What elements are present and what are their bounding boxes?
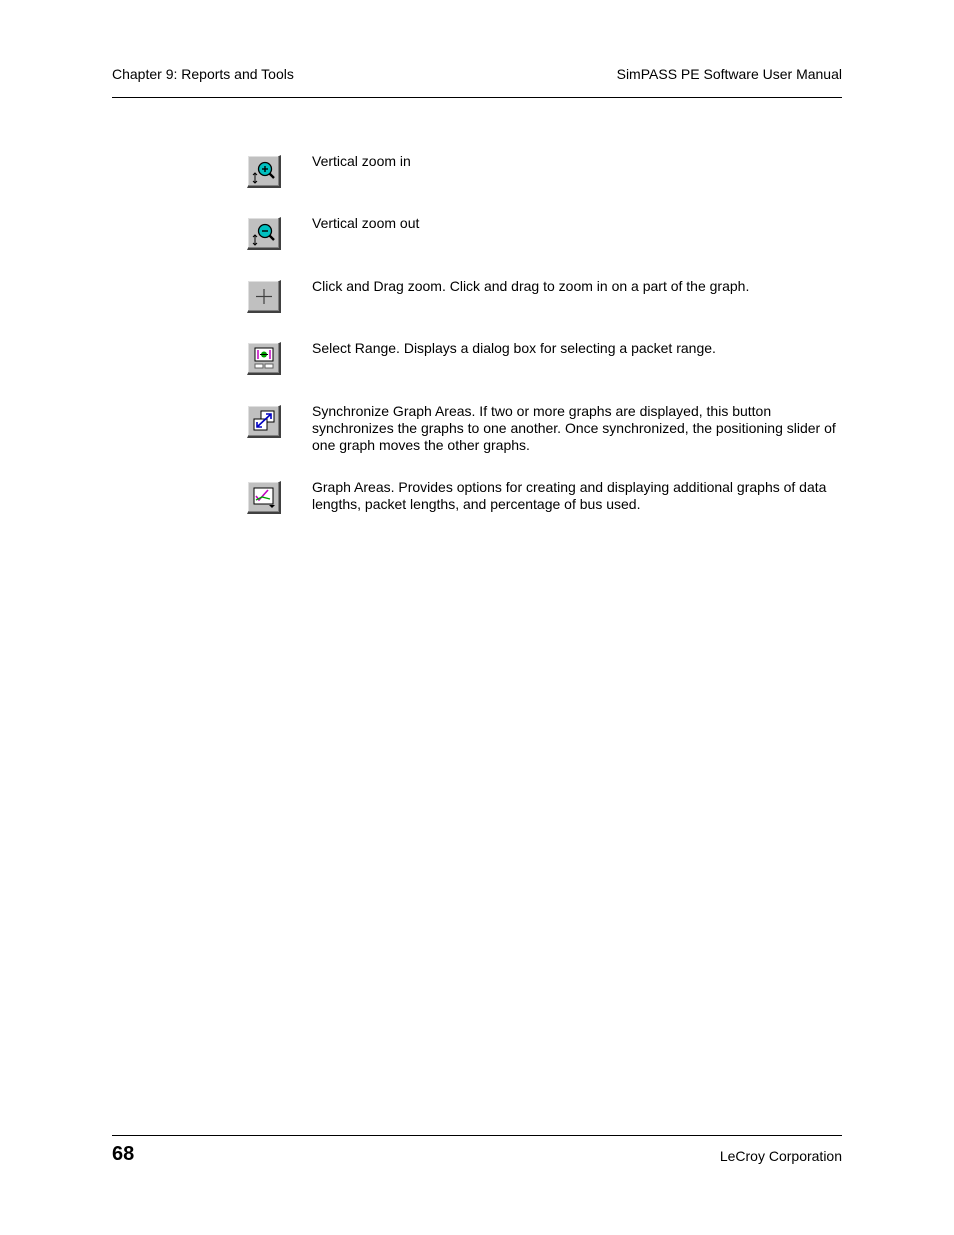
chapter-title: Chapter 9: Reports and Tools xyxy=(112,66,294,82)
select-range-icon xyxy=(247,342,281,375)
vertical-zoom-in-icon xyxy=(247,155,281,188)
page-number: 68 xyxy=(112,1143,135,1165)
item-description: Vertical zoom in xyxy=(312,153,411,169)
manual-title: SimPASS PE Software User Manual xyxy=(616,66,842,82)
footer-rule xyxy=(112,1135,842,1136)
item-description: Vertical zoom out xyxy=(312,215,420,231)
vertical-zoom-out-icon xyxy=(247,217,281,250)
click-drag-zoom-icon xyxy=(247,280,281,313)
item-description: Select Range. Displays a dialog box for selecting a packet range. xyxy=(312,340,716,356)
graph-areas-icon xyxy=(247,481,281,514)
company-name: LeCroy Corporation xyxy=(719,1148,842,1164)
header-rule xyxy=(112,97,842,98)
item-description: Click and Drag zoom. Click and drag to zoom in on a part of the graph. xyxy=(312,278,750,294)
synchronize-graph-areas-icon xyxy=(247,405,281,438)
item-description: Synchronize Graph Areas. If two or more graphs are displayed, this button synchronizes the graphs to one another. Once synchronized, the positioning slider of one graph moves the other graphs. xyxy=(312,403,836,453)
item-description: Graph Areas. Provides options for creating and displaying additional graphs of data lengths, packet lengths, and percentage of bus used. xyxy=(312,479,827,512)
